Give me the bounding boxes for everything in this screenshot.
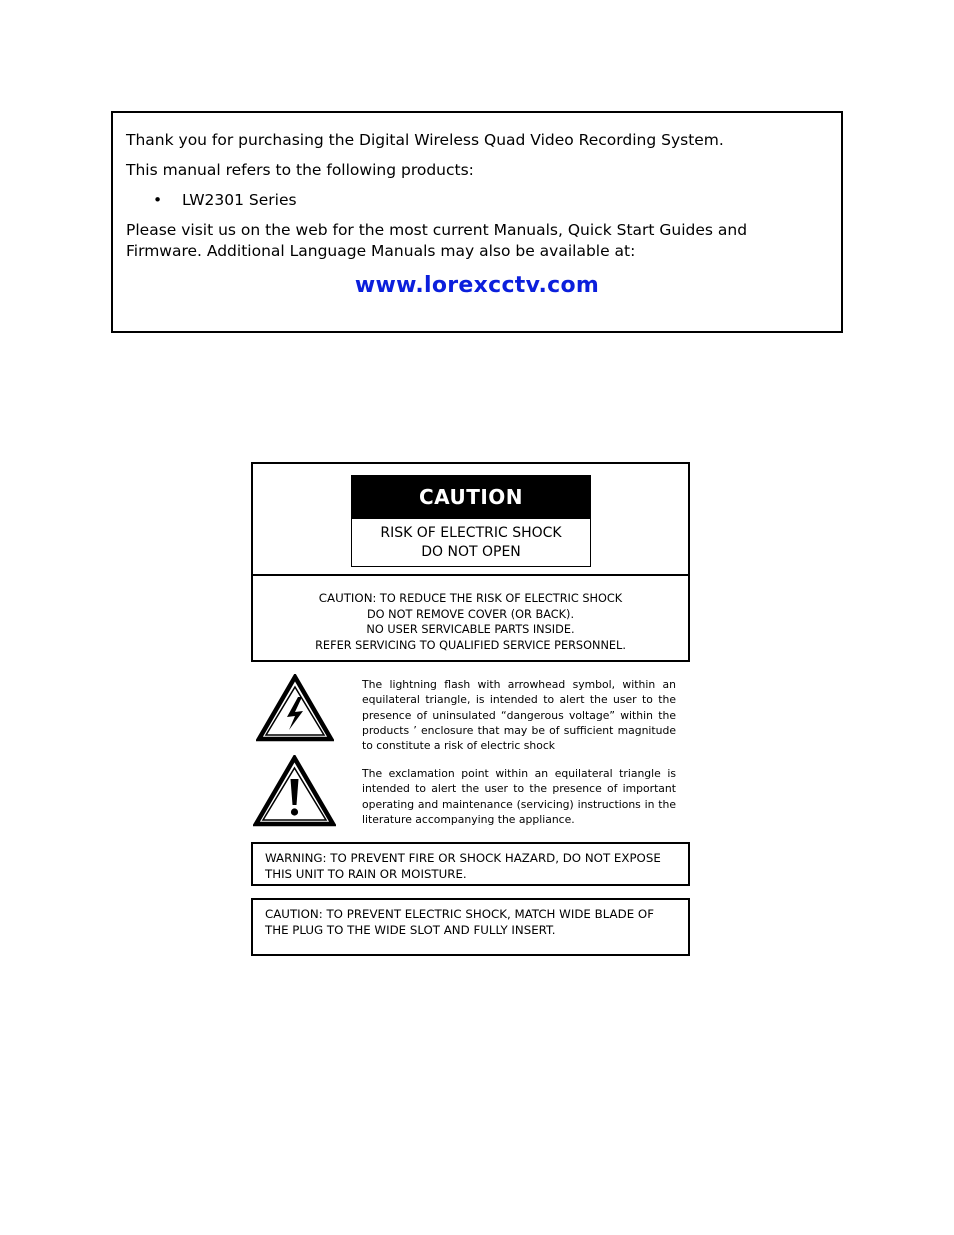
caution-label [351,475,591,567]
plug-caution-text: CAUTION: TO PREVENT ELECTRIC SHOCK, MATCH WIDE BLADE OF THE PLUG TO THE WIDE SLOT AND FULLY INSERT. [265,907,654,937]
bullet-icon: • [153,191,163,209]
caution-header: CAUTION [352,476,590,519]
caution-body-line-4: REFER SERVICING TO QUALIFIED SERVICE PERSONNEL. [315,638,626,652]
plug-caution-box [251,898,690,956]
product-name: LW2301 Series [182,191,297,209]
lightning-triangle-icon [256,674,334,742]
fire-warning-box [251,842,690,886]
risk-line-2: DO NOT OPEN [421,544,521,560]
exclamation-symbol-description: The exclamation point within an equilateral triangle is intended to alert the user to the presence of important operating and maintenance (servicing) instructions in the literature accompanying the appliance. [362,767,676,826]
caution-divider [253,574,688,576]
fire-warning-text: WARNING: TO PREVENT FIRE OR SHOCK HAZARD, DO NOT EXPOSE THIS UNIT TO RAIN OR MOISTURE. [265,851,661,881]
caution-risk-text [352,519,590,562]
exclamation-triangle-icon [253,755,336,827]
caution-body-line-1-text: : TO REDUCE THE RISK OF ELECTRIC SHOCK [372,592,623,605]
caution-body-line-3: NO USER SERVICABLE PARTS INSIDE. [366,623,575,636]
caution-body-line-2: DO NOT REMOVE COVER (OR BACK). [366,607,575,621]
intro-box [111,111,843,333]
caution-body-line-1 [253,591,688,607]
intro-refers: This manual refers to the following products: [126,161,474,179]
caution-body [253,591,688,653]
caution-panel [251,462,690,662]
caution-lead: CAUTION [318,591,373,605]
risk-line-1: RISK OF ELECTRIC SHOCK [380,525,562,541]
lightning-symbol-description: The lightning flash with arrowhead symbol, within an equilateral triangle, is intended to alert the user to the presence of uninsulated “dangerous voltage” within the products ’ enclosure that may be of sufficient magnitude to constitute a risk of electric shock [362,678,676,753]
intro-visit: Please visit us on the web for the most current Manuals, Quick Start Guides and Firmware. Additional Language Manuals may also be available at: [126,221,748,260]
website-link[interactable]: www.lorexcctv.com [354,273,600,298]
intro-thanks: Thank you for purchasing the Digital Wireless Quad Video Recording System. [126,131,724,149]
